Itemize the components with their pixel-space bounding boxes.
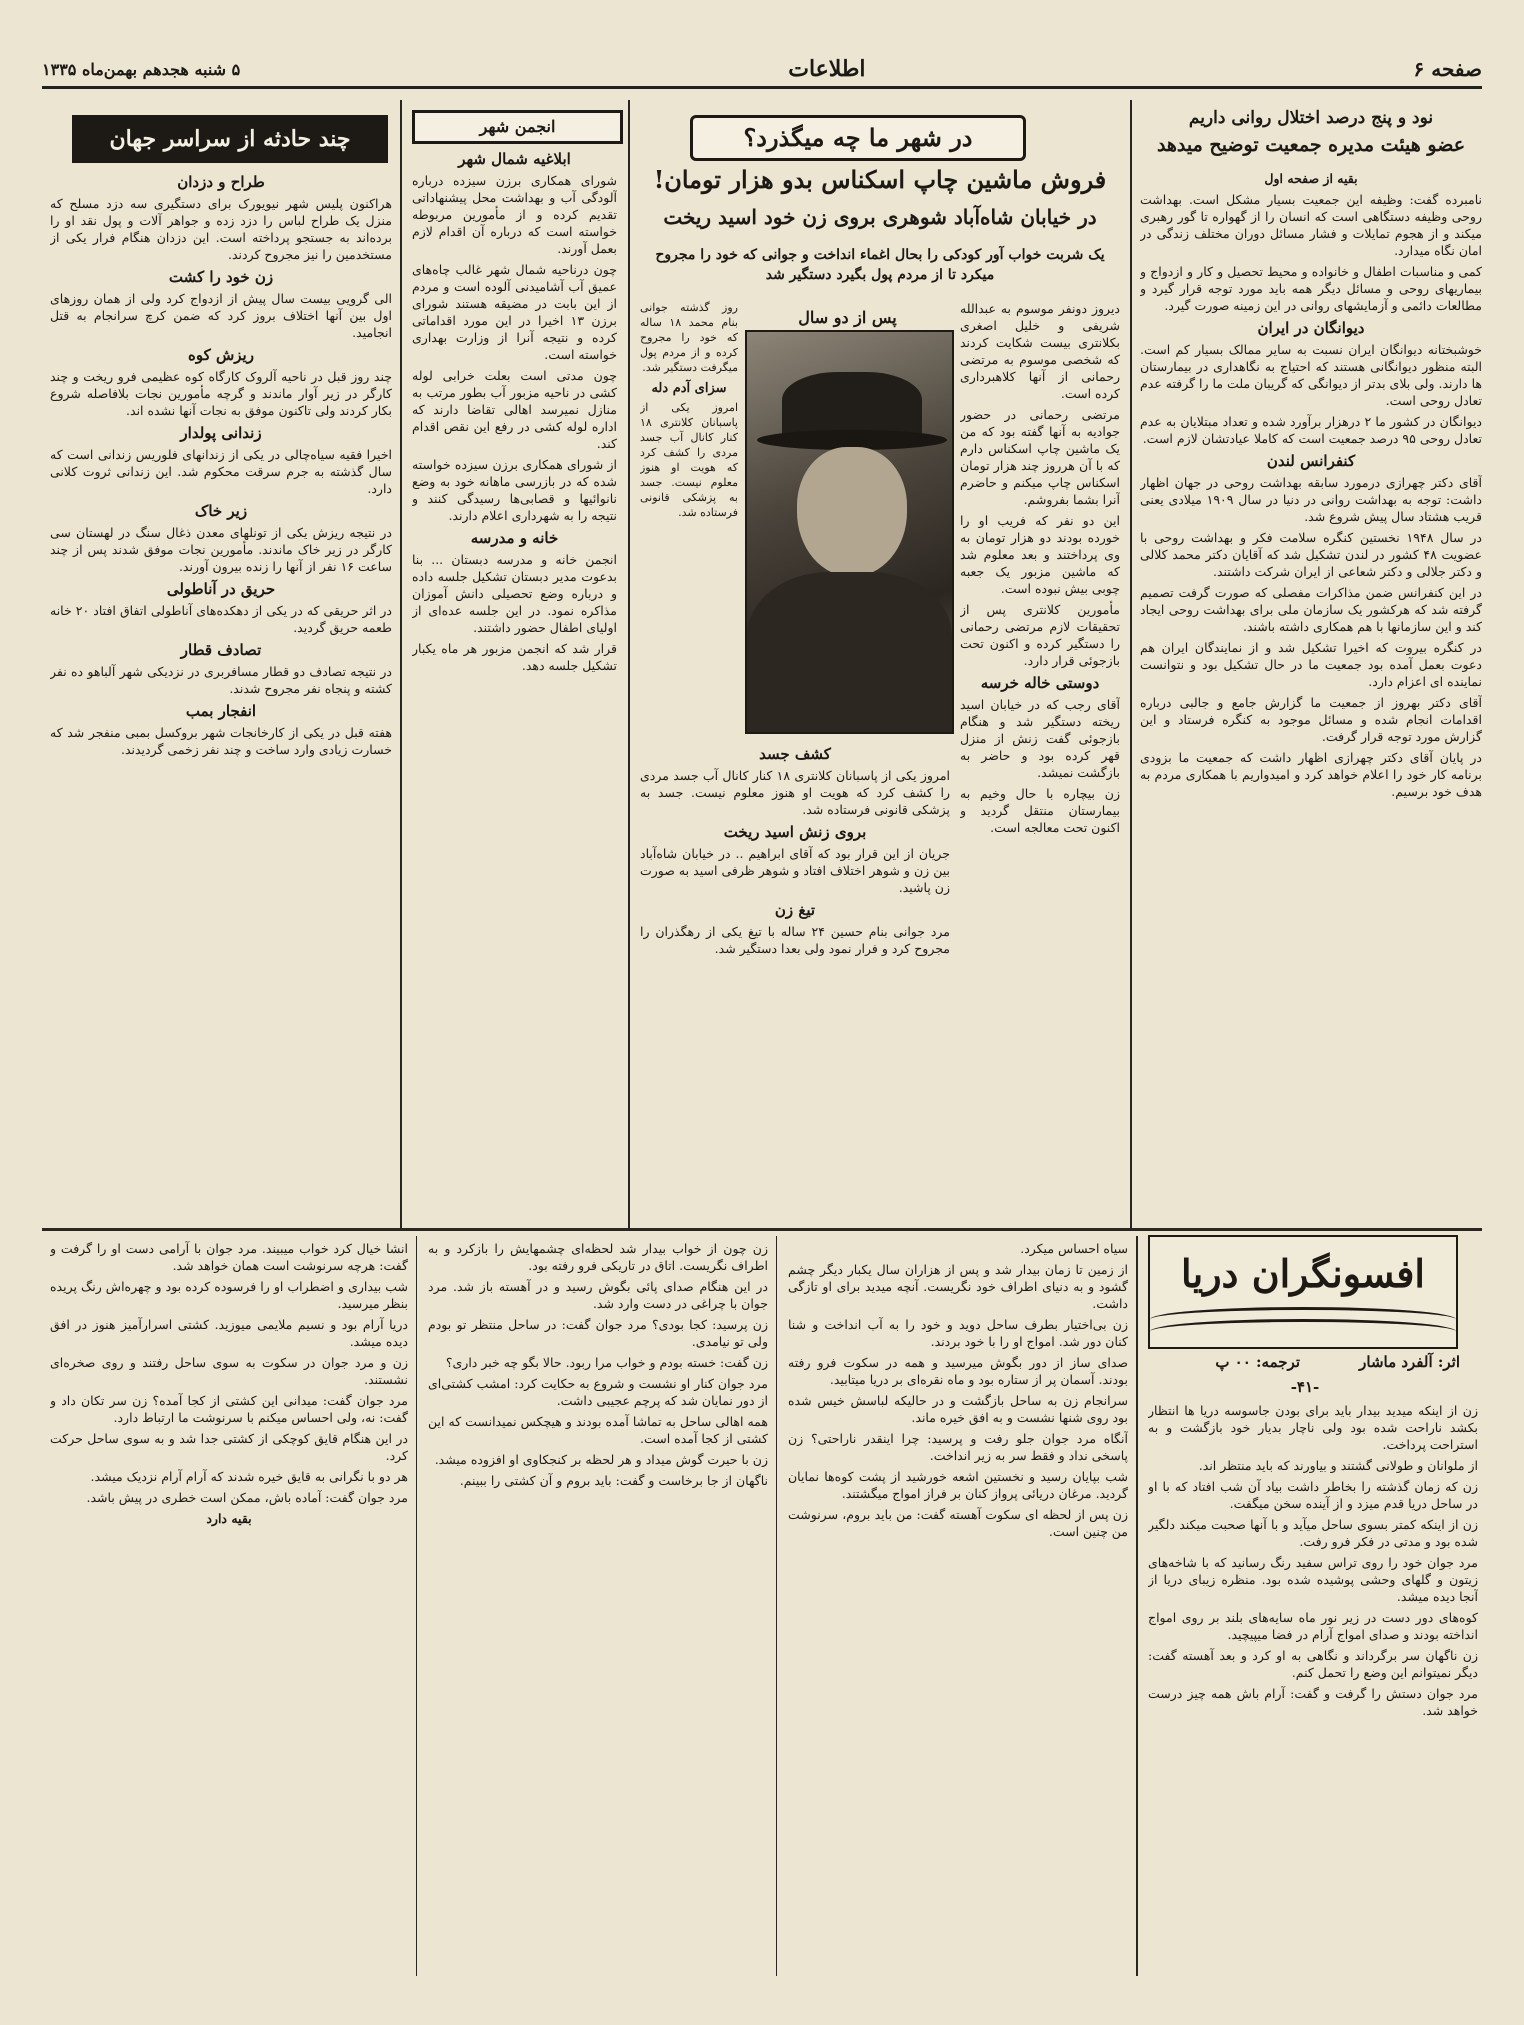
- council-box-title: انجمن شهر: [412, 110, 623, 144]
- paragraph: شب بپایان رسید و نخستین اشعه خورشید از پشت کوه‌ها نمایان گردید. مرغان دریائی پرواز کنان بر فراز امواج میگشتند.: [788, 1469, 1128, 1501]
- subhead: ریزش کوه: [188, 346, 254, 364]
- right-headline-1: نود و پنج درصد اختلال روانی داریم: [1188, 108, 1434, 128]
- serial-author: اثر: آلفرد ماشار: [1359, 1353, 1460, 1371]
- paragraph: سرانجام زن به ساحل بازگشت و در حالیکه لباسش خیس شده بود روی شنها نشست و به افق خیره ماند.: [788, 1393, 1128, 1425]
- paragraph: زن از اینکه میدید بیدار باید برای بودن جاسوسه دریا ها انتظار بکشد ناراحت شده بود ولی ناچار بدیار خود بازگشت و به استراحت پرداخت.: [1148, 1403, 1478, 1452]
- paragraph: از شورای همکاری برزن سیزده خواسته شده که در بازرسی ماهانه خود به وضع نانوائیها و قصابی‌ها رسیدگی کنند و نتیجه را به شهرداری اعلام دارند.: [412, 457, 617, 523]
- subhead: زندانی پولدار: [180, 424, 262, 442]
- paragraph: مرتضی رحمانی در حضور جوادیه به آنها گفته بود که من یک ماشین چاپ اسکناس دارم که با آن هرروز چند هزار تومان اسکناس چاپ میکنم و حاضرم آنرا بشما بفروشم.: [960, 407, 1120, 507]
- subhead: کشف جسد: [759, 745, 831, 763]
- paragraph: هراکنون پلیس شهر نیویورک برای دستگیری سه دزد مسلح که منزل یک طراح لباس را دزد زده و جواهر آلات و پول نقد او را برده‌اند به جستجو پرداخته است. این دزدان هنگام فرار یکی از مستخدمین را نیز مجروح کردند.: [50, 196, 392, 262]
- paragraph: زن پس از لحظه ای سکوت آهسته گفت: من باید بروم، سرنوشت من چنین است.: [788, 1507, 1128, 1539]
- subhead: طراح و دزدان: [177, 173, 265, 191]
- paragraph: آقای دکتر بهروز از جمعیت ما گزارش جامع و جالبی درباره اقدامات انجام شده و مسائل موجود به کنگره فرستاد و این گزارش مورد توجه قرار گرفت.: [1140, 695, 1482, 744]
- paragraph: خوشبختانه دیوانگان ایران نسبت به سایر ممالک بسیار کم است. البته منظور دیوانگانی هستند که احتیاج به نگاهداری در بیمارستان ها دارند. ولی بلای بدتر از دیوانگی که گریبان ملت ما را گرفته عدم تعادل روحی است.: [1140, 342, 1482, 408]
- paragraph: زن از اینکه کمتر بسوی ساحل میآید و با آنها صحبت میکند دلگیر شده بود و مدتی در فکر فرو رفت.: [1148, 1517, 1478, 1549]
- column-rule: [628, 100, 630, 1228]
- serial-col-3: [428, 1240, 768, 1977]
- column-rule: [416, 1236, 417, 1976]
- paragraph: قرار شد که انجمن مزبور هر ماه یکبار تشکیل جلسه دهد.: [412, 641, 617, 673]
- paragraph: مرد جوان گفت: میدانی این کشتی از کجا آمده؟ زن سر تکان داد و گفت: نه، ولی احساس میکنم با سرنوشت ما ارتباط دارد.: [50, 1393, 408, 1425]
- council-column: [412, 145, 617, 1223]
- serial-end-note: بقیه دارد: [206, 1511, 252, 1526]
- subhead: سزای آدم دله: [651, 381, 727, 396]
- continuation-note: بقیه از صفحه اول: [1264, 171, 1358, 186]
- serial-translator: ترجمه: ۰۰ پ: [1215, 1353, 1300, 1371]
- paragraph: امروز یکی از پاسبانان کلانتری ۱۸ کنار کانال آب جسد مردی را کشف کرد که هویت او هنوز معلوم نیست. جسد به پزشکی قانونی فرستاده شد.: [640, 401, 738, 519]
- paragraph: دیوانگان در کشور ما ۲ درهزار برآورد شده و تعداد مبتلایان به عدم تعادل روحی ۹۵ درصد جمعیت است که کاملا عیادتشان لازم است.: [1140, 414, 1482, 446]
- paragraph: همه اهالی ساحل به تماشا آمده بودند و هیچکس نمیدانست که این کشتی از کجا آمده است.: [428, 1414, 768, 1446]
- paragraph: زن گفت: خسته بودم و خواب مرا ربود. حالا بگو چه خبر داری؟: [445, 1355, 768, 1370]
- issue-date: ۵ شنبه هجدهم بهمن‌ماه ۱۳۳۵: [42, 59, 241, 79]
- serial-col-4: [50, 1240, 408, 1977]
- paragraph: انشا خیال کرد خواب میبیند. مرد جوان با آرامی دست او را گرفت و گفت: هرچه سرنوشت است همان خواهد شد.: [50, 1241, 408, 1273]
- subhead: زیر خاک: [194, 502, 248, 520]
- portrait-photo: [745, 330, 954, 734]
- paragraph: شورای همکاری برزن سیزده درباره آلودگی آب و بهداشت محل پیشنهاداتی تقدیم کرده و از مأمورین مربوطه خواسته است که درباره آن اقدام لازم بعمل آورند.: [412, 173, 617, 256]
- paragraph: زن پرسید: کجا بودی؟ مرد جوان گفت: در ساحل منتظر تو بودم ولی تو نیامدی.: [428, 1317, 768, 1349]
- city-subhead: یک شربت خواب آور کودکی را بحال اغماء انداخت و جوانی که خود را مجروح میکرد تا از مردم پول بگیرد دستگیر شد: [655, 247, 1105, 283]
- paper-name: اطلاعات: [788, 56, 866, 82]
- paragraph: مرد جوان کنار او نشست و شروع به حکایت کرد: امشب کشتی‌ای از دور نمایان شد که پرچم عجیبی داشت.: [428, 1376, 768, 1408]
- subhead: دیوانگان در ایران: [1257, 319, 1365, 337]
- paragraph: زن که زمان گذشته را بخاطر داشت بیاد آن شب افتاد که با او در ساحل دریا قدم میزد و از آینده سخن میگفت.: [1148, 1479, 1478, 1511]
- paragraph: زن ناگهان سر برگرداند و نگاهی به او کرد و بعد آهسته گفت: دیگر نمیتوانم این وضع را تحمل کنم.: [1148, 1648, 1478, 1680]
- column-rule: [1136, 1236, 1138, 1976]
- paragraph: امروز یکی از پاسبانان کلانتری ۱۸ کنار کانال آب جسد مردی را کشف کرد که هویت او هنوز معلوم نیست. جسد به پزشکی قانونی فرستاده شد.: [640, 768, 950, 817]
- paragraph: در این هنگام قایق کوچکی از کشتی جدا شد و به سوی ساحل حرکت کرد.: [50, 1431, 408, 1463]
- paragraph: چون مدتی است بعلت خرابی لوله کشی در ناحیه مزبور آب بطور مرتب به منازل نمیرسد اهالی تقاضا دارند که اداره لوله کشی در رفع این نقص اقدام کند.: [412, 368, 617, 451]
- serial-title-box: [1148, 1235, 1458, 1349]
- paragraph: انجمن خانه و مدرسه دبستان ... بنا بدعوت مدیر دبستان تشکیل جلسه داده و درباره وضع تحصیلی دانش آموزان مذاکره نمود. در این جلسه عده‌ای از اولیای اطفال حضور داشتند.: [412, 552, 617, 635]
- paragraph: جریان از این قرار بود که آقای ابراهیم .. در خیابان شاه‌آباد بین زن و شوهر اختلاف افتاد و شوهر ظرفی اسید به صورت زن پاشید.: [640, 846, 950, 895]
- city-headline-2: در خیابان شاه‌آباد شوهری بروی زن خود اسید ریخت: [663, 205, 1097, 229]
- paragraph: این دو نفر که فریب او را خورده بودند دو هزار تومان به وی پرداختند و بعد معلوم شد که ماشین مزبور یک جعبه چوبی بیش نبوده است.: [960, 513, 1120, 596]
- masthead: [42, 52, 1482, 89]
- paragraph: مرد جوان دستش را گرفت و گفت: آرام باش همه چیز درست خواهد شد.: [1148, 1686, 1478, 1718]
- subhead: انفجار بمب: [185, 702, 257, 720]
- city-news-box-title: در شهر ما چه میگذرد؟: [690, 115, 1026, 161]
- paragraph: کوه‌های دور دست در زیر نور ماه سایه‌های بلند بر روی امواج انداخته بودند و صدای امواج آرام در فضا میپیچید.: [1148, 1610, 1478, 1642]
- body-shape: [747, 572, 952, 732]
- subhead: حریق در آناطولی: [166, 580, 276, 598]
- section-rule: [42, 1228, 1482, 1231]
- wave-shape: [1150, 1319, 1456, 1344]
- paragraph: مرد جوانی بنام حسین ۲۴ ساله با تیغ یکی از رهگذران را مجروح کرد و فرار نمود ولی بعدا دستگیر شد.: [640, 924, 950, 956]
- paragraph: از زمین تا زمان بیدار شد و پس از هزاران سال یکبار دیگر چشم گشود و به دنیای اطراف خود نگریست. آنچه میدید برای او تازگی داشت.: [788, 1262, 1128, 1311]
- paragraph: الی گرویی بیست سال پیش از ازدواج کرد ولی از همان روزهای اول بین آنها اختلاف بروز کرد که ضمن کرچ سرانجام به قتل انجامید.: [50, 291, 392, 340]
- serial-col-1: [1148, 1402, 1478, 1977]
- paragraph: آنگاه مرد جوان جلو رفت و پرسید: چرا اینقدر ناراحتی؟ زن پاسخی نداد و فقط سر به زیر انداخت.: [788, 1431, 1128, 1463]
- paragraph: زن بیچاره با حال وخیم به بیمارستان منتقل گردید و اکنون تحت معالجه است.: [960, 786, 1120, 835]
- paragraph: هفته قبل در یکی از کارخانجات شهر بروکسل بمبی منفجر شد که خسارت زیادی وارد ساخت و چند نفر زخمی گردیدند.: [50, 725, 392, 757]
- paragraph: شب بیداری و اضطراب او را فرسوده کرده بود و چهره‌اش رنگ پریده بنظر میرسید.: [50, 1279, 408, 1311]
- column-rule: [400, 100, 402, 1228]
- paragraph: مرد جوان گفت: آماده باش، ممکن است خطری در پیش باشد.: [86, 1490, 408, 1505]
- city-col-bottom: [640, 740, 950, 1222]
- paragraph: اخیرا فقیه سیاه‌چالی در یکی از زندانهای فلوریس زندانی است که سال گذشته به جرم سرقت محکوم شد. این زندانی ثروت کلانی دارد.: [50, 447, 392, 496]
- paragraph: از ملوانان و طولانی گشتند و بیاورند که باید منتظر اند.: [1198, 1458, 1478, 1473]
- subhead: بروی زنش اسید ریخت: [723, 823, 867, 841]
- subhead: کنفرانس لندن: [1266, 452, 1356, 470]
- paragraph: هر دو با نگرانی به قایق خیره شدند که آرام آرام نزدیک میشد.: [90, 1469, 408, 1484]
- city-headline-1: فروش ماشین چاپ اسکناس بدو هزار تومان!: [653, 165, 1107, 194]
- paragraph: در سال ۱۹۴۸ نخستین کنگره سلامت فکر و بهداشت روحی با عضویت ۴۸ کشور در لندن تشکیل شد که آقایان دکتر محمد کلالی و دکتر جلالی و دکتر شعاعی از ایران شرکت داشتند.: [1140, 530, 1482, 579]
- subhead: زن خود را کشت: [168, 268, 274, 286]
- paragraph: در پایان آقای دکتر چهرازی اظهار داشت که جمعیت ما بزودی برنامه کار خود را اعلام خواهد کرد و امیدواریم با همکاری مردم به هدف خود برسیم.: [1140, 750, 1482, 799]
- paragraph: روز گذشته جوانی بنام محمد ۱۸ ساله که خود را مجروح کرده و از مردم پول میگرفت دستگیر شد.: [640, 301, 738, 374]
- subhead: ابلاغیه شمال شهر: [458, 150, 571, 168]
- paragraph: نامبرده گفت: وظیفه این جمعیت بسیار مشکل است. بهداشت روحی وظیفه دستگاهی است که انسان را از گهواره تا گور رهبری میکند و از هجوم تمایلات و فشار مسائل دوران مختلف زندگی در امان نگاه میدارد.: [1140, 192, 1482, 258]
- paragraph: آقای دکتر چهرازی درمورد سابقه بهداشت روحی در جهان اظهار داشت: توجه به بهداشت روانی در دنیا در سال ۱۹۰۹ میلادی یعنی قریب هشتاد سال پیش شروع شد.: [1140, 475, 1482, 524]
- right-article: [1140, 170, 1482, 1222]
- paragraph: در نتیجه تصادف دو قطار مسافربری در نزدیکی شهر آلباهو ده نفر کشته و پنجاه نفر مجروح شدند.: [50, 664, 392, 696]
- paragraph: در اثر حریقی که در یکی از دهکده‌های آناطولی اتفاق افتاد ۲۰ خانه طعمه حریق گردید.: [50, 603, 392, 635]
- subhead: دوستی خاله خرسه: [980, 674, 1100, 692]
- paragraph: چند روز قبل در ناحیه آلروک کارگاه کوه عظیمی فرو ریخت و چند کارگر در زیر آوار ماندند و گرچه مأمورین نجات بلافاصله شروع بکار کردند ولی تاکنون موفق به نجات آنها نشده اند.: [50, 369, 392, 418]
- serial-episode: -۴۱-: [1290, 1378, 1320, 1396]
- right-headline-2: عضو هیئت مدیره جمعیت توضیح میدهد: [1156, 134, 1466, 156]
- paragraph: مأمورین کلانتری پس از تحقیقات لازم مرتضی رحمانی را دستگیر کرده و اکنون تحت بازجوئی قرار دارد.: [960, 602, 1120, 668]
- subhead: تیغ زن: [774, 901, 816, 919]
- paragraph: سیاه احساس میکرد.: [1020, 1241, 1128, 1256]
- subhead: خانه و مدرسه: [470, 529, 559, 547]
- page-label: صفحه ۶: [1413, 57, 1482, 81]
- paragraph: چون درناحیه شمال شهر غالب چاه‌های عمیق آب آشامیدنی آلوده است و مردم از این بابت در مضیقه هستند شورای برزن ۱۳ اخیرا در این مورد اقداماتی کرده و نتیجه آنرا از وزارت بهداری خواسته است.: [412, 262, 617, 362]
- city-col-right: [960, 300, 1120, 1220]
- paragraph: دیروز دونفر موسوم به عبدالله شریفی و خلیل اصغری بکلانتری بیست شکایت کردند که شخصی موسوم به مرتضی رحمانی از آنها کلاهبرداری کرده است.: [960, 301, 1120, 401]
- right-headline: [1140, 108, 1482, 156]
- photo-caption: پس از دو سال: [798, 308, 897, 327]
- paragraph: در نتیجه ریزش یکی از تونلهای معدن ذغال سنگ در لهستان سی کارگر در زیر خاک ماندند. مأمورین نجات موفق شدند پس از چند ساعت ۱۶ نفر از آنها را زنده بیرون آورند.: [50, 525, 392, 574]
- paragraph: ناگهان از جا برخاست و گفت: باید بروم و آن کشتی را ببینم.: [459, 1473, 768, 1488]
- serial-col-2: [788, 1240, 1128, 1977]
- serial-title: افسونگران دریا: [1181, 1251, 1425, 1296]
- paragraph: کمی و مناسبات اطفال و خانواده و محیط تحصیل و کار و ازدواج و بیماریهای روحی و مسائل دیگر همه باید مورد توجه قرار گیرد و مطالعات دائمی و آزمایشهای روانی در این زمینه صورت گیرد.: [1140, 264, 1482, 313]
- paragraph: دریا آرام بود و نسیم ملایمی میوزید. کشتی اسرارآمیز هنوز در افق دیده میشد.: [50, 1317, 408, 1349]
- paragraph: در این کنفرانس ضمن مذاکرات مفصلی که صورت گرفت تصمیم گرفته شد که هرکشور یک سازمان ملی برای بهداشت روحی ایجاد کند و این سازمانها با هم همکاری داشته باشند.: [1140, 585, 1482, 634]
- face-shape: [797, 447, 907, 577]
- paragraph: زن با حیرت گوش میداد و هر لحظه بر کنجکاوی او افزوده میشد.: [434, 1452, 768, 1467]
- world-news-column: [50, 168, 392, 1222]
- subhead: تصادف قطار: [180, 641, 262, 659]
- paragraph: مرد جوان خود را روی تراس سفید رنگ رسانید که با شاخه‌های زیتون و گلهای وحشی پوشیده شده بود. منظره زیبای دریا از آنجا دیده میشد.: [1148, 1555, 1478, 1604]
- paragraph: در این هنگام صدای پائی بگوش رسید و در آهسته باز شد. مرد جوان با چراغی در دست وارد شد.: [428, 1279, 768, 1311]
- paragraph: صدای ساز از دور بگوش میرسید و همه در سکوت فرو رفته بودند. آسمان پر از ستاره بود و ماه نقره‌ای بر دریا میتابید.: [788, 1355, 1128, 1387]
- paragraph: زن چون از خواب بیدار شد لحظه‌ای چشمهایش را بازکرد و به اطراف نگریست. اتاق در تاریکی فرو رفته بود.: [428, 1241, 768, 1273]
- paragraph: زن بی‌اختیار بطرف ساحل دوید و خود را به آب انداخت و شنا کنان دور شد. امواج او را با خود بردند.: [788, 1317, 1128, 1349]
- paragraph: آقای رجب که در خیابان اسید ریخته دستگیر شد و هنگام بازجوئی گفت زنش از منزل قهر کرده بود و حاضر به بازگشت نمیشد.: [960, 697, 1120, 780]
- column-rule: [1130, 100, 1132, 1228]
- paragraph: در کنگره بیروت که اخیرا تشکیل شد و از نمایندگان ایران هم دعوت بعمل آمده بود جمعیت ما در حال تشکیل بود و نتوانست نماینده ای اعزام دارد.: [1140, 640, 1482, 689]
- column-rule: [776, 1236, 777, 1976]
- paragraph: زن و مرد جوان در سکوت به سوی ساحل رفتند و روی صخره‌ای نشستند.: [50, 1355, 408, 1387]
- world-news-box-title: چند حادثه از سراسر جهان: [72, 115, 388, 163]
